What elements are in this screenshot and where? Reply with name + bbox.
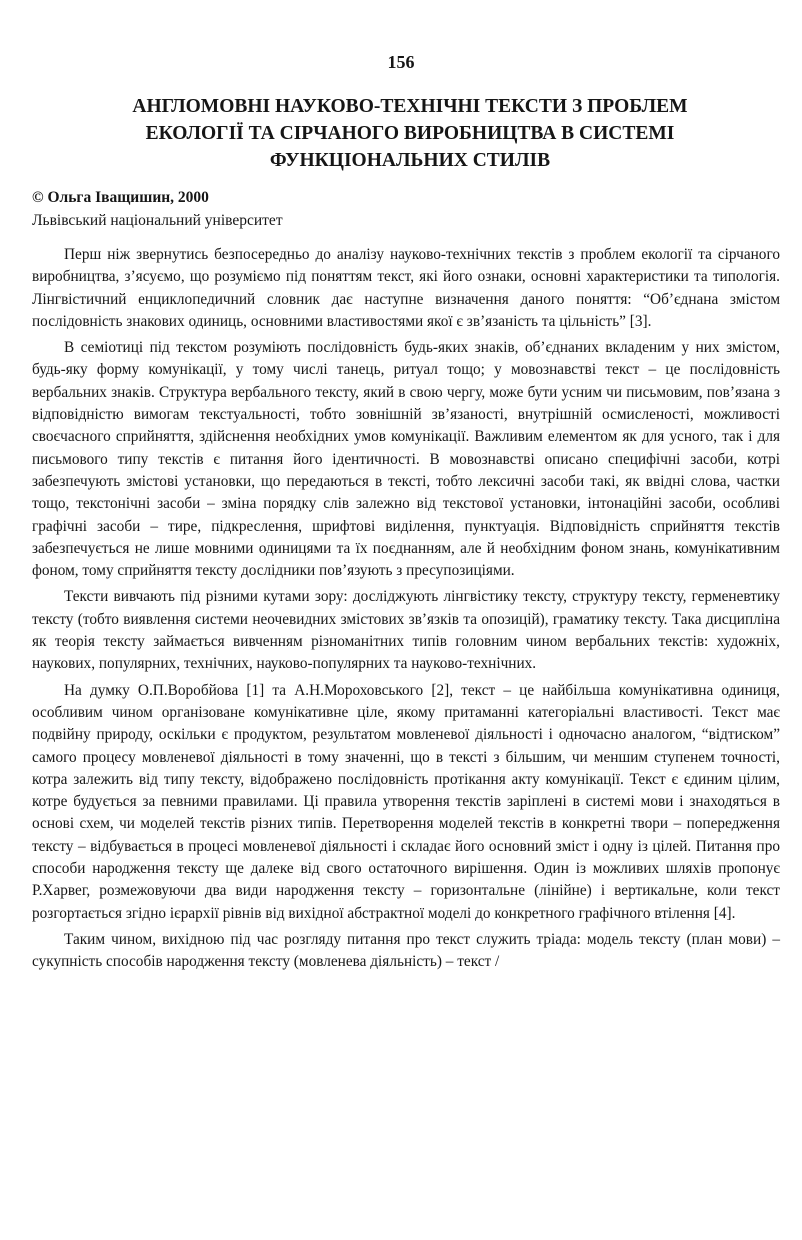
article-body [32,244,780,974]
affiliation: Львівський національний університет [32,212,283,229]
paragraph: На думку О.П.Воробйова [1] та А.Н.Мороховського [2], текст – це найбільша комунікативна одиниця, особливим чином організоване комунікативне ціле, якому притаманні категоріальні властивості. Текст має подвійну природу, оскільки є продуктом, результатом мовленевої діяльності і одночасно аналогом, “відтиском” самого процесу мовленевої діяльності в тому значенні, що в тексті з більшим, чи меншим ступенем точності, котра залежить від типу тексту, відображено послідовність протікання акту комунікації. Текст є єдиним цілим, котре будується за певними правилами. Ці правила утворення текстів заріплені в системі мови і знаходяться в основі схем, чи моделей текстів різних типів. Перетворення моделей текстів в конкретні твори – попередження тексту – відбувається в процесі мовленевої діяльності і складає його основний зміст і одну із цілей. Питання про способи народження тексту ще далеке від свого остаточного вирішення. Один із можливих шляхів пропонує Р.Харвег, розмежовуючи два види народження тексту – горизонтальне (лінійне) і вертикальне, коли текст розгортається згідно ієрархії рівнів від вихідної абстрактної моделі до конкретного графічного втілення [4]. [32,681,780,922]
paragraph: Таким чином, вихідною під час розгляду питання про текст служить тріада: модель тексту (план мови) – сукупність способів народження тексту (мовленева діяльність) – текст / [32,930,780,971]
page-number: 156 [387,52,415,72]
paragraph: Тексти вивчають під різними кутами зору: досліджують лінгвістику тексту, структуру тексту, герменевтику тексту (тобто виявлення системи неочевидних змістових зв’язків та опозицій), граматику тексту. Така дисципліна як теорія тексту займається вивченням різноманітних типів головним чином вербальних текстів: художніх, наукових, популярних, технічних, науково-популярних та науково-технічних. [32,588,780,673]
title-line: ЕКОЛОГІЇ ТА СІРЧАНОГО ВИРОБНИЦТВА В СИСТЕМІ [145,123,675,144]
paragraph: Перш ніж звернутись безпосередньо до аналізу науково-технічних текстів з проблем екології та сірчаного виробництва, з’ясуємо, що розуміємо під поняттям текст, які його ознаки, основні характеристики та типологія. Лінгвістичний енциклопедичний словник дає наступне визначення даного поняття: “Об’єднана змістом послідовність знакових одиниць, основними властивостями якої є зв’язаність та цільність” [3]. [32,246,780,330]
paragraph: В семіотиці під текстом розуміють послідовність будь-яких знаків, об’єднаних вкладеним у них змістом, будь-яку форму комунікації, у тому числі танець, ритуал тощо; у мовознавстві текст – це послідовність вербальних знаків. Структура вербального тексту, який в свою чергу, може бути усним чи письмовим, пов’язана з відповідністю вимогам текстуальності, тобто зовнішній зв’язаності, внутрішній осмисленості, можливості своєчасного сприйняття, здійснення необхідних умов комунікації. Важливим елементом як для усного, так і для письмового типу текстів є питання його ідентичності. В мовознавстві описано специфічні засоби, котрі забезпечують змістові установки, що передаються в тексті, тобто лексичні засоби такі, як ввідні слова, частки тощо, текстонічні засоби – зміна порядку слів залежно від текстової установки, інтонаційні засоби, особливі графічні засоби – тире, підкреслення, шрифтові виділення, пунктуація. Відповідність сприйняття текстів забезпечується не лише мовними одиницями та їх поєднанням, але й необхідним фоном знань, комунікативним фоном, тому сприйняття тексту дослідники пов’язують з пресупозиціями. [32,339,780,580]
title-line: АНГЛОМОВНІ НАУКОВО-ТЕХНІЧНІ ТЕКСТИ З ПРОБЛЕМ [132,96,688,117]
article-title [60,93,760,174]
author-line: © Ольга Іващишин, 2000 [32,189,209,206]
title-line: ФУНКЦІОНАЛЬНИХ СТИЛІВ [269,150,551,171]
